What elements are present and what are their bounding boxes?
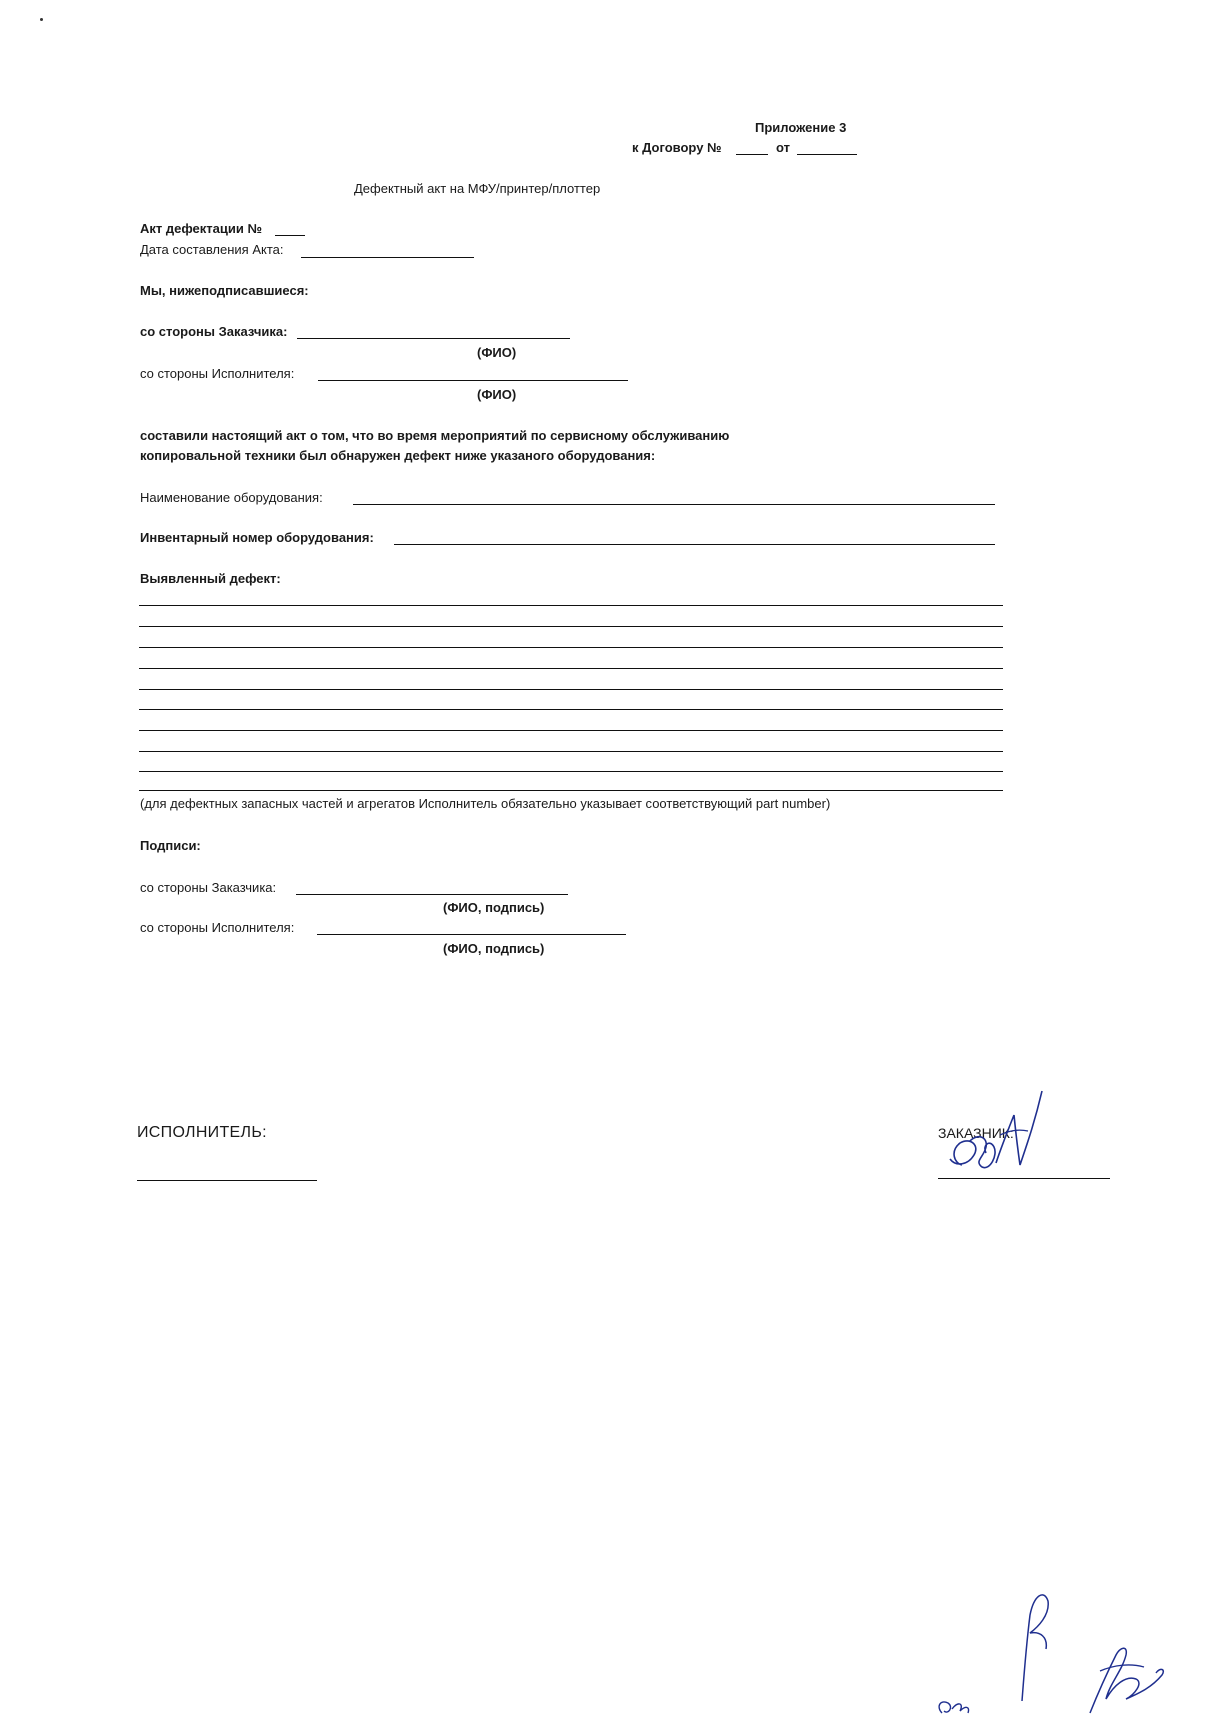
defect-line (139, 647, 1003, 648)
footer-executor-label: ИСПОЛНИТЕЛЬ: (137, 1124, 267, 1141)
act-date-label: Дата составления Акта: (140, 242, 284, 257)
signature-customer-label: со стороны Заказчика: (140, 880, 277, 895)
scan-speck (40, 18, 43, 21)
footer-customer-label: ЗАКАЗНИК: (938, 1125, 1014, 1141)
inventory-number-label: Инвентарный номер оборудования: (140, 530, 374, 545)
footer-customer-signature-line (938, 1178, 1110, 1179)
signature-executor-label: со стороны Исполнителя: (140, 920, 295, 935)
act-number-label: Акт дефектации № (140, 221, 262, 236)
defect-line (139, 709, 1003, 710)
customer-side-blank (297, 338, 570, 339)
customer-fio-hint: (ФИО) (477, 345, 517, 360)
customer-side-label: со стороны Заказчика: (140, 324, 288, 339)
signature-customer-hint: (ФИО, подпись) (443, 900, 545, 915)
contract-number-blank (736, 154, 768, 155)
defect-line (139, 730, 1003, 731)
signatures-heading: Подписи: (140, 838, 201, 853)
defect-label: Выявленный дефект: (140, 571, 281, 586)
inventory-number-blank (394, 544, 995, 545)
executor-fio-hint: (ФИО) (477, 387, 517, 402)
executor-side-blank (318, 380, 628, 381)
executor-side-label: со стороны Исполнителя: (140, 366, 295, 381)
undersigned-heading: Мы, нижеподписавшиеся: (140, 283, 309, 298)
signature-executor-hint: (ФИО, подпись) (443, 941, 545, 956)
document-title: Дефектный акт на МФУ/принтер/плоттер (354, 181, 601, 196)
defect-line (139, 751, 1003, 752)
defect-line (139, 626, 1003, 627)
defect-note: (для дефектных запасных частей и агрегатов Исполнитель обязательно указывает соответствующий part number) (140, 796, 831, 811)
equipment-name-blank (353, 504, 995, 505)
customer-signature-image (930, 1085, 1050, 1175)
contract-date-blank (797, 154, 857, 155)
statement-line-2: копировальной техники был обнаружен дефект ниже указаного оборудования: (140, 448, 656, 463)
act-number-blank (275, 235, 305, 236)
appendix-contract-line (632, 140, 722, 156)
defect-line (139, 790, 1003, 791)
defect-line (139, 771, 1003, 772)
signature-customer-blank (296, 894, 568, 895)
appendix-title: Приложение 3 (755, 120, 847, 135)
act-date-blank (301, 257, 474, 258)
footer-executor-signature-line (137, 1180, 317, 1181)
equipment-name-label: Наименование оборудования: (140, 490, 323, 505)
signature-executor-blank (317, 934, 626, 935)
statement-line-1: составили настоящий акт о том, что во время мероприятий по сервисному обслуживанию (140, 428, 730, 443)
contract-number-label: к Договору № (632, 140, 722, 155)
defect-line (139, 605, 1003, 606)
initials-signature-image (930, 1575, 1190, 1725)
contract-date-from: от (776, 140, 790, 155)
defect-line (139, 689, 1003, 690)
defect-line (139, 668, 1003, 669)
